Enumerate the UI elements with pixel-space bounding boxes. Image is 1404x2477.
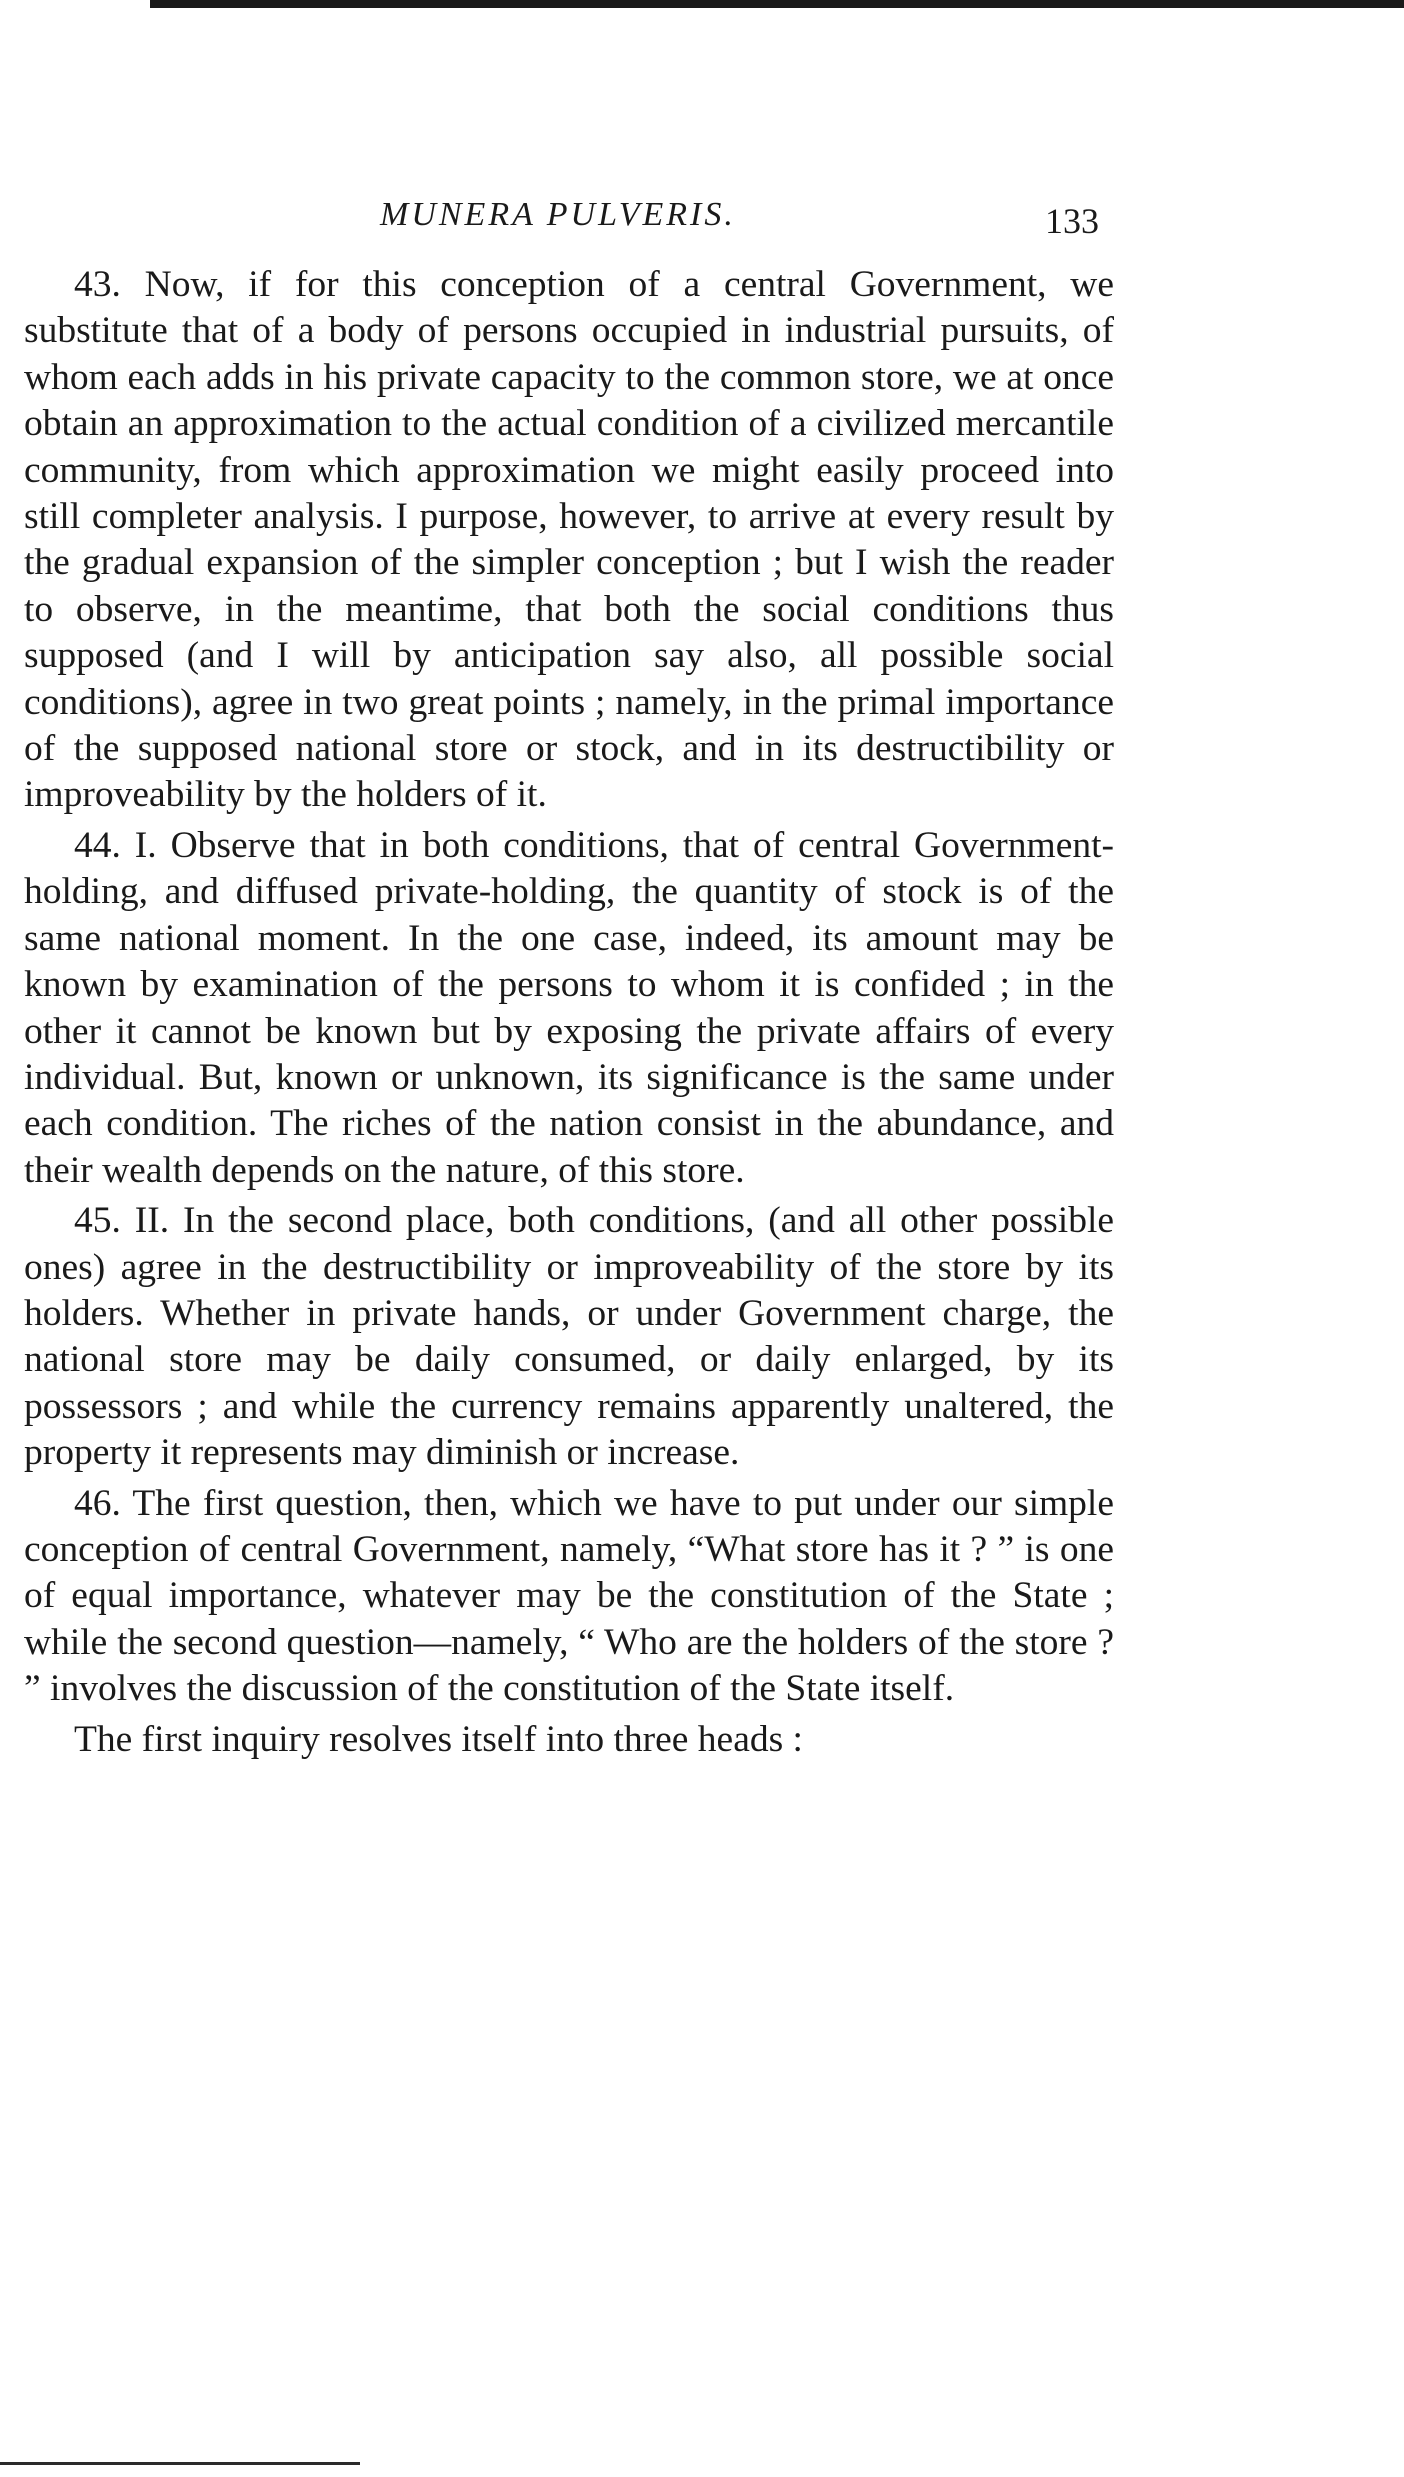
paragraph-text: In the second place, both conditions, (and all other possible ones) agree in the destructibility or improveability of the store by its holders. Whether in private hands, or under Government charge, the national store may be daily consumed, or daily enlarged, by its possessors ; and while the currency remains apparently unaltered, the property it represents may diminish or increase.: [24, 1200, 1115, 1474]
paragraph-text: The first question, then, which we have to put under our simple conception of central Government, namely, “What store has it ? ” is one of equal importance, whatever may be the constitution of the State ; while the second question—namely, “ Who are the holders of the store ? ” involves the discussion of the constitution of the State itself.: [24, 1482, 1114, 1710]
paragraph-continuation: [24, 1717, 1114, 1763]
running-title: MUNERA PULVERIS.: [380, 196, 736, 233]
paragraph-44: [24, 823, 1114, 1194]
paragraph-number: 46.: [74, 1482, 121, 1524]
paragraph-43: [24, 262, 1114, 819]
bottom-edge-rule: [0, 2462, 360, 2465]
page-number: 133: [1045, 201, 1099, 241]
paragraph-number: 45. II.: [74, 1200, 170, 1242]
paragraph-46: [24, 1481, 1114, 1713]
body-text: [24, 262, 1114, 1767]
top-edge-rule: [150, 0, 1404, 8]
paragraph-number: 44. I.: [74, 824, 157, 866]
paragraph-text: Now, if for this conception of a central Government, we substitute that of a body of persons occupied in industrial pursuits, of whom each adds in his private capacity to the common store, we at once obtain an approximation to the actual condition of a civilized mercantile community, from which approximation we might easily proceed into still completer analysis. I purpose, however, to arrive at every result by the gradual expansion of the simpler conception ; but I wish the reader to observe, in the meantime, that both the social conditions thus supposed (and I will by anticipation say also, all possible social conditions), agree in two great points ; namely, in the primal importance of the supposed national store or stock, and in its destructibility or improveability by the holders of it.: [24, 264, 1114, 816]
paragraph-45: [24, 1198, 1114, 1476]
paragraph-text: The first inquiry resolves itself into three heads :: [74, 1718, 803, 1760]
paragraph-text: Observe that in both conditions, that of central Government-holding, and diffused private-holding, the quantity of stock is of the same national moment. In the one case, indeed, its amount may be known by examination of the persons to whom it is confided ; in the other it cannot be known but by exposing the private affairs of every individual. But, known or unknown, its significance is the same under each condition. The riches of the nation consist in the abundance, and their wealth depends on the nature, of this store.: [24, 824, 1114, 1191]
paragraph-number: 43.: [74, 264, 121, 305]
